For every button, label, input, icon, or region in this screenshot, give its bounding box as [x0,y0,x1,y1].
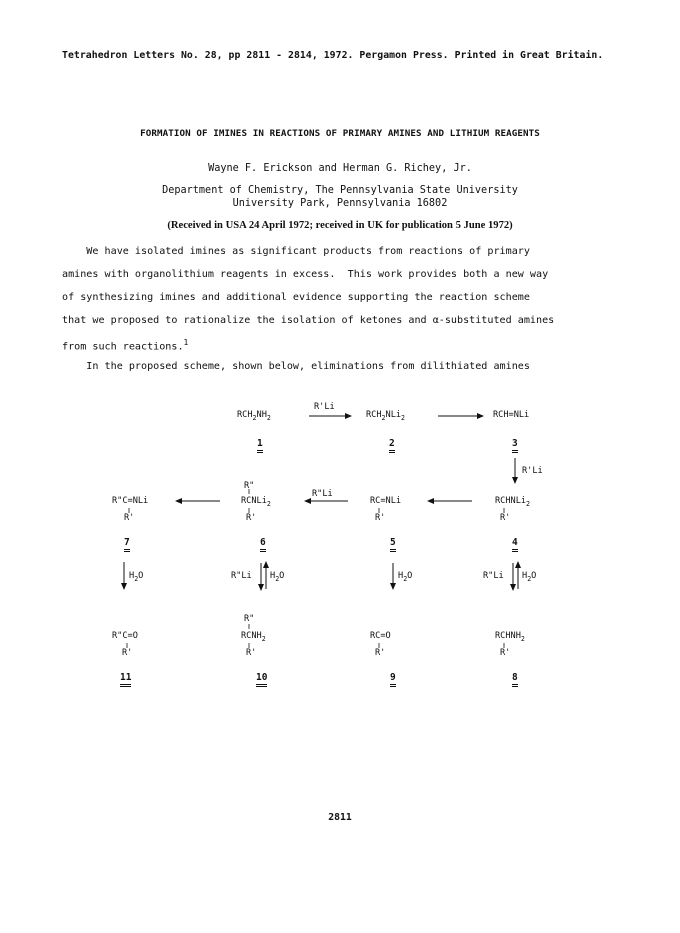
underline [512,452,518,453]
affiliation-line-2: University Park, Pennsylvania 16802 [232,198,448,209]
compound-number-7: 7 [124,537,130,552]
reagent-r2li-label: R"Li [312,489,333,499]
compound-10: $RCNH_2$ [241,631,266,643]
compound-11-substituent: R' [122,648,133,658]
underline [390,686,396,687]
body-line: that we proposed to rationalize the isolation of ketones and α-substituted amines [62,315,555,326]
compound-number-3: 3 [512,438,518,453]
body-line-text: from such reactions. [62,341,184,353]
compound-5-substituent: R' [375,513,386,523]
reference-superscript: 1 [183,338,189,347]
compound-number-5: 5 [390,537,396,552]
underline [260,551,266,552]
underline [120,684,131,685]
underline [390,551,396,552]
compound-10-substituent: R' [246,648,257,658]
compound-1: $RCH_2NH_2$ [237,410,271,422]
compound-number-9: 9 [390,672,396,687]
compound-9: RC=O [370,631,391,641]
underline [512,686,518,687]
compound-7-substituent: R' [124,513,135,523]
underline [256,684,267,685]
compound-6-substituent: R' [246,513,257,523]
reagent-water-label: $H_2O$ [522,571,537,583]
underline [389,452,395,453]
reagent-r1li-label: R'Li [522,466,543,476]
compound-11: R"C=O [112,631,138,641]
underline [390,684,396,685]
compound-6-top-substituent: R" [244,481,255,491]
underline [389,450,395,451]
underline [256,686,267,687]
reagent-water-label: $H_2O$ [398,571,413,583]
article-title: FORMATION OF IMINES IN REACTIONS OF PRIMARY AMINES AND LITHIUM REAGENTS [140,128,540,139]
authors: Wayne F. Erickson and Herman G. Richey, Jr. [208,163,472,174]
compound-7: R"C=NLi [112,496,149,506]
compound-number-11: 11 [120,672,131,687]
compound-number-4: 4 [512,537,518,552]
underline [257,452,263,453]
compound-2: $RCH_2NLi_2$ [366,410,406,422]
compound-8-substituent: R' [500,648,511,658]
body-line: We have isolated imines as significant products from reactions of primary [62,246,530,257]
page-number: 2811 [328,812,352,823]
compound-number-10: 10 [256,672,267,687]
compound-4: RCHNLi$_2$ [495,496,531,508]
reagent-water-label: $H_2O$ [270,571,285,583]
affiliation-line-1: Department of Chemistry, The Pennsylvania State University [162,185,518,196]
compound-5: RC=NLi [370,496,402,506]
compound-3: RCH=NLi [493,410,530,420]
compound-number-6: 6 [260,537,266,552]
body-line: of synthesizing imines and additional evidence supporting the reaction scheme [62,292,530,303]
underline [512,450,518,451]
compound-4-substituent: R' [500,513,511,523]
underline [124,551,130,552]
compound-10-top-substituent: R" [244,614,255,624]
underline [260,549,266,550]
underline [512,551,518,552]
body-line: In the proposed scheme, shown below, eliminations from dilithiated amines [62,361,530,372]
underline [512,684,518,685]
compound-9-substituent: R' [375,648,386,658]
reagent-water-label: $H_2O$ [129,571,144,583]
underline [124,549,130,550]
compound-number-1: 1 [257,438,263,453]
compound-number-8: 8 [512,672,518,687]
underline [257,450,263,451]
underline [512,549,518,550]
underline [390,549,396,550]
body-line: amines with organolithium reagents in excess. This work provides both a new way [62,269,549,280]
reagent-r2li-label: R"Li [483,571,504,581]
reagent-r2li-label: R"Li [231,571,252,581]
compound-number-2: 2 [389,438,395,453]
received-dates: (Received in USA 24 April 1972; received in UK for publication 5 June 1972) [167,220,513,231]
running-header: Tetrahedron Letters No. 28, pp 2811 - 2814, 1972. Pergamon Press. Printed in Great Britain. [62,50,604,61]
underline [120,686,131,687]
compound-8: $RCHNH_2$ [495,631,525,643]
compound-6: RCNLi$_2$ [241,496,271,508]
reagent-r1li-label: R'Li [314,402,335,412]
